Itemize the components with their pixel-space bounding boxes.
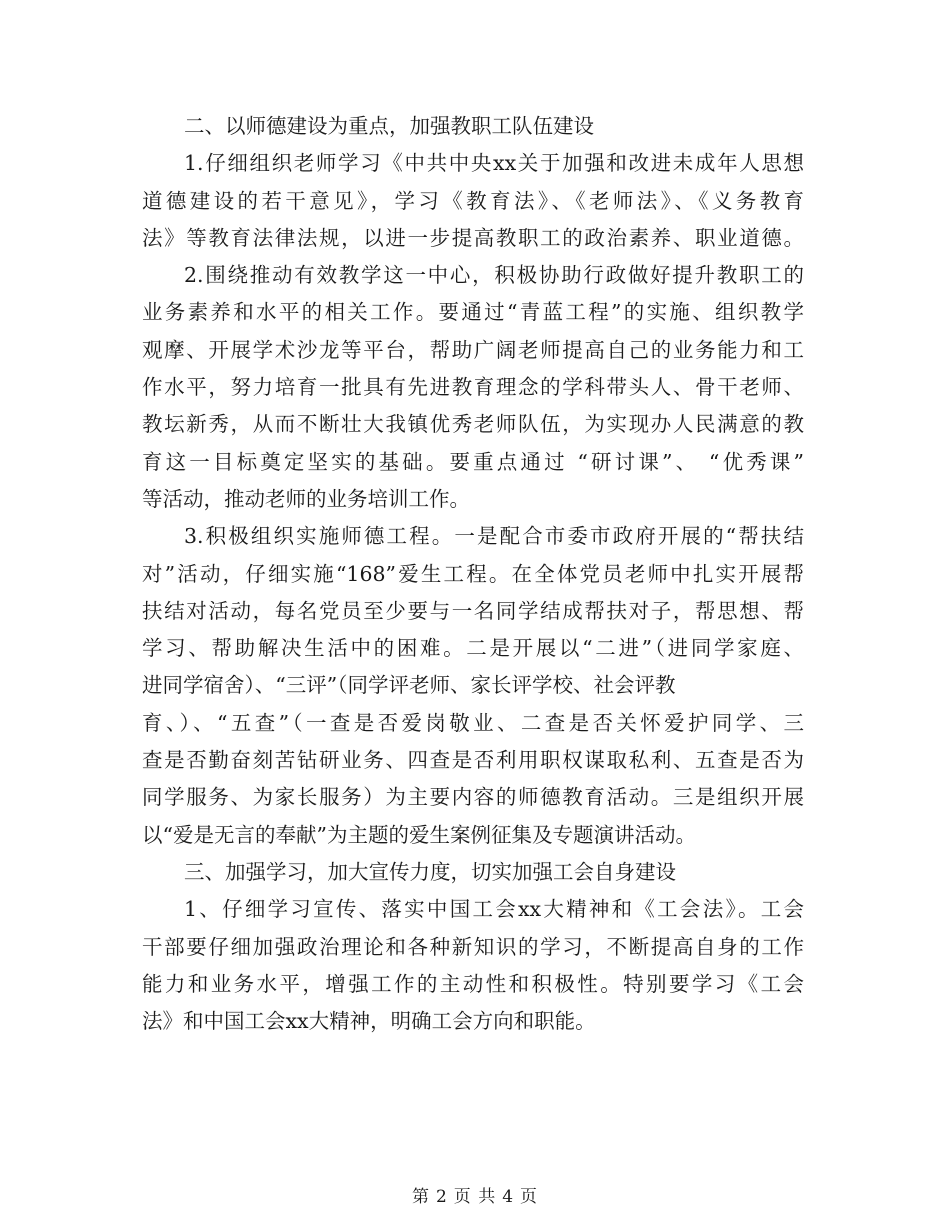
- current-page-number: 2: [435, 1187, 448, 1207]
- footer-prefix: 第: [411, 1187, 430, 1207]
- paragraph-line: 3.积极组织实施师德工程。一是配合市委市政府开展的“帮扶结: [184, 524, 804, 549]
- paragraph-line: 业务素养和水平的相关工作。要通过“青蓝工程”的实施、组织教学: [142, 300, 804, 325]
- section-heading-2: 二、以师德建设为重点，加强教职工队伍建设: [184, 114, 594, 138]
- paragraph-line: 教坛新秀，从而不断壮大我镇优秀老师队伍，为实现办人民满意的教: [142, 412, 804, 437]
- paragraph-line: 育这一目标奠定坚实的基础。要重点通过 “研讨课”、 “优秀课”: [142, 449, 804, 474]
- paragraph-line: 法》等教育法律法规，以进一步提高教职工的政治素养、职业道德。: [142, 225, 804, 250]
- section-heading-3: 三、加强学习，加大宣传力度，切实加强工会自身建设: [184, 859, 676, 884]
- paragraph-line: 1.仔细组织老师学习《中共中央xx关于加强和改进未成年人思想: [184, 151, 804, 176]
- paragraph-line: 进同学宿舍）、“三评”（同学评老师、家长评学校、社会评教: [142, 673, 676, 698]
- footer-suffix: 页: [520, 1187, 539, 1207]
- paragraph-line: 2.围绕推动有效教学这一中心，积极协助行政做好提升教职工的: [184, 263, 804, 288]
- document-body: [142, 108, 804, 1040]
- paragraph-line: 干部要仔细加强政治理论和各种新知识的学习，不断提高自身的工作: [142, 934, 804, 959]
- paragraph-line: 1、仔细学习宣传、落实中国工会xx大精神和《工会法》。工会: [184, 897, 804, 922]
- paragraph-line: 等活动，推动老师的业务培训工作。: [142, 486, 470, 511]
- paragraph-line: 道德建设的若干意见》，学习《教育法》、《老师法》、《义务教育: [142, 188, 804, 213]
- paragraph-line: 作水平，努力培育一批具有先进教育理念的学科带头人、骨干老师、: [142, 375, 804, 400]
- paragraph-line: 法》和中国工会xx大精神，明确工会方向和职能。: [142, 1009, 596, 1034]
- footer-mid: 页 共: [453, 1187, 497, 1207]
- paragraph-line: 以“爱是无言的奉献”为主题的爱生案例征集及专题演讲活动。: [142, 822, 696, 847]
- paragraph-line: 对”活动，仔细实施“168”爱生工程。在全体党员老师中扎实开展帮: [142, 561, 804, 586]
- paragraph-line: 同学服务、为家长服务）为主要内容的师德教育活动。三是组织开展: [142, 785, 804, 810]
- paragraph-line: 学习、帮助解决生活中的困难。二是开展以“二进”（进同学家庭、: [142, 636, 804, 661]
- page-footer: [0, 1182, 950, 1207]
- paragraph-line: 能力和业务水平，增强工作的主动性和积极性。特别要学习《工会: [142, 971, 804, 996]
- paragraph-line: 观摩、开展学术沙龙等平台，帮助广阔老师提高自己的业务能力和工: [142, 337, 804, 362]
- paragraph-line: 扶结对活动，每名党员至少要与一名同学结成帮扶对子，帮思想、帮: [142, 598, 804, 623]
- paragraph-line: 育、）、“五查”（一查是否爱岗敬业、二查是否关怀爱护同学、三: [142, 710, 804, 735]
- paragraph-line: 查是否勤奋刻苦钻研业务、四查是否利用职权谋取私利、五查是否为: [142, 748, 804, 773]
- total-page-count: 4: [502, 1187, 515, 1207]
